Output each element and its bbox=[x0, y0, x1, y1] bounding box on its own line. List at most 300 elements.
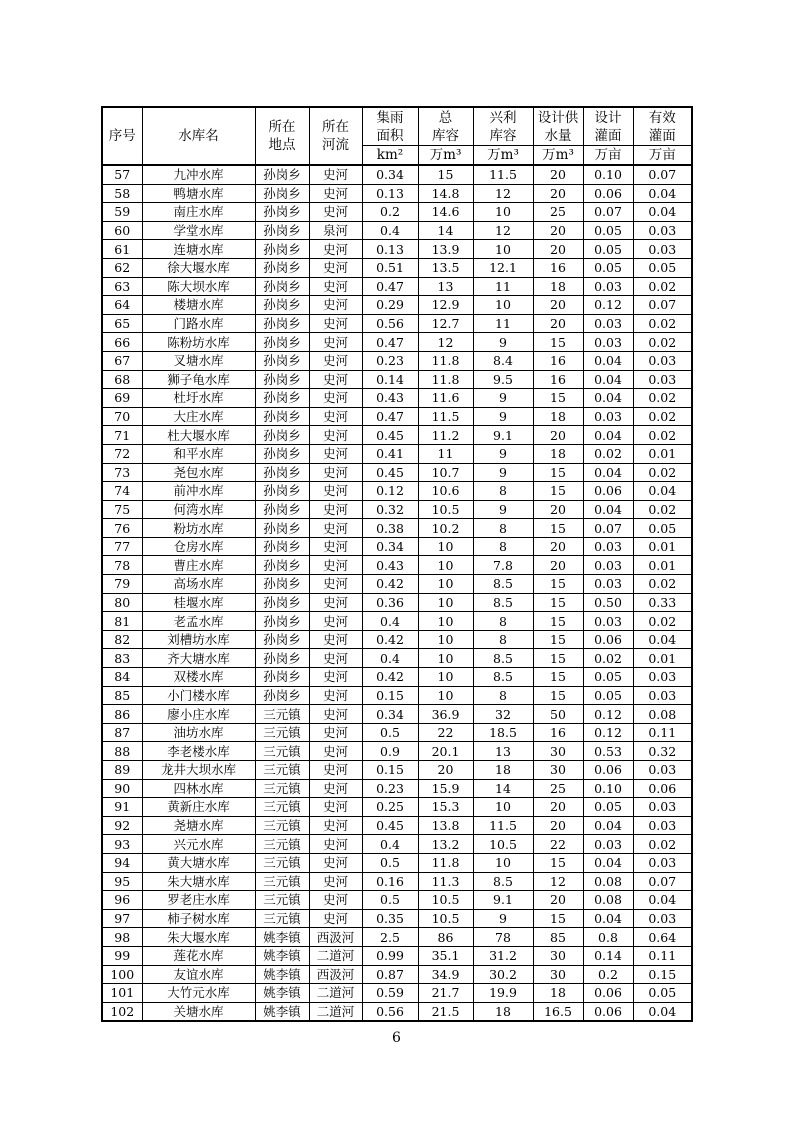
cell-supply: 20 bbox=[533, 296, 583, 315]
cell-catchment: 0.15 bbox=[362, 686, 418, 705]
cell-name: 老孟水库 bbox=[142, 612, 255, 631]
table-row bbox=[102, 909, 692, 928]
cell-river: 史河 bbox=[309, 909, 362, 928]
cell-location: 孙岗乡 bbox=[255, 203, 309, 222]
cell-location: 姚李镇 bbox=[255, 965, 309, 984]
cell-design_irr: 0.12 bbox=[583, 296, 633, 315]
cell-effective_irr: 0.03 bbox=[633, 221, 692, 240]
cell-name: 龙井大坝水库 bbox=[142, 761, 255, 780]
cell-effective_irr: 0.05 bbox=[633, 519, 692, 538]
cell-river: 二道河 bbox=[309, 984, 362, 1003]
cell-location: 姚李镇 bbox=[255, 946, 309, 965]
cell-design_irr: 0.04 bbox=[583, 909, 633, 928]
cell-location: 孙岗乡 bbox=[255, 370, 309, 389]
cell-seq: 65 bbox=[102, 314, 142, 333]
cell-location: 姚李镇 bbox=[255, 984, 309, 1003]
cell-name: 门路水库 bbox=[142, 314, 255, 333]
table-row bbox=[102, 761, 692, 780]
header-useful: 兴利 库容 bbox=[473, 107, 533, 146]
cell-river: 史河 bbox=[309, 575, 362, 594]
cell-name: 尧包水库 bbox=[142, 463, 255, 482]
cell-effective_irr: 0.02 bbox=[633, 277, 692, 296]
unit-catchment: km² bbox=[362, 146, 418, 166]
cell-total: 10 bbox=[418, 575, 473, 594]
cell-catchment: 0.45 bbox=[362, 463, 418, 482]
cell-location: 三元镇 bbox=[255, 779, 309, 798]
cell-supply: 16.5 bbox=[533, 1002, 583, 1021]
cell-river: 史河 bbox=[309, 779, 362, 798]
cell-seq: 63 bbox=[102, 277, 142, 296]
cell-river: 史河 bbox=[309, 705, 362, 724]
cell-design_irr: 0.06 bbox=[583, 1002, 633, 1021]
cell-seq: 57 bbox=[102, 165, 142, 184]
cell-seq: 73 bbox=[102, 463, 142, 482]
cell-seq: 80 bbox=[102, 593, 142, 612]
cell-catchment: 0.12 bbox=[362, 482, 418, 501]
cell-supply: 20 bbox=[533, 184, 583, 203]
cell-design_irr: 0.12 bbox=[583, 723, 633, 742]
table-header bbox=[102, 107, 692, 165]
cell-supply: 20 bbox=[533, 798, 583, 817]
page-number: 6 bbox=[392, 1030, 401, 1046]
cell-total: 13.9 bbox=[418, 240, 473, 259]
table-row bbox=[102, 165, 692, 184]
cell-name: 杜圩水库 bbox=[142, 389, 255, 408]
cell-effective_irr: 0.04 bbox=[633, 1002, 692, 1021]
cell-effective_irr: 0.03 bbox=[633, 351, 692, 370]
cell-location: 三元镇 bbox=[255, 835, 309, 854]
table-row bbox=[102, 798, 692, 817]
cell-river: 史河 bbox=[309, 370, 362, 389]
cell-seq: 88 bbox=[102, 742, 142, 761]
cell-seq: 85 bbox=[102, 686, 142, 705]
cell-supply: 22 bbox=[533, 835, 583, 854]
cell-useful: 9 bbox=[473, 500, 533, 519]
cell-river: 史河 bbox=[309, 835, 362, 854]
cell-location: 孙岗乡 bbox=[255, 649, 309, 668]
table-row bbox=[102, 519, 692, 538]
table-row bbox=[102, 686, 692, 705]
cell-effective_irr: 0.04 bbox=[633, 184, 692, 203]
cell-supply: 20 bbox=[533, 891, 583, 910]
table-row bbox=[102, 984, 692, 1003]
cell-effective_irr: 0.06 bbox=[633, 779, 692, 798]
cell-total: 10.7 bbox=[418, 463, 473, 482]
table-row bbox=[102, 668, 692, 687]
header-catchment: 集雨 面积 bbox=[362, 107, 418, 146]
cell-seq: 72 bbox=[102, 444, 142, 463]
cell-catchment: 0.42 bbox=[362, 630, 418, 649]
cell-catchment: 0.51 bbox=[362, 258, 418, 277]
cell-location: 孙岗乡 bbox=[255, 426, 309, 445]
cell-location: 姚李镇 bbox=[255, 1002, 309, 1021]
cell-effective_irr: 0.11 bbox=[633, 946, 692, 965]
cell-design_irr: 0.53 bbox=[583, 742, 633, 761]
cell-effective_irr: 0.03 bbox=[633, 909, 692, 928]
cell-total: 36.9 bbox=[418, 705, 473, 724]
cell-name: 兴元水库 bbox=[142, 835, 255, 854]
cell-catchment: 0.13 bbox=[362, 240, 418, 259]
cell-useful: 10 bbox=[473, 798, 533, 817]
cell-supply: 15 bbox=[533, 612, 583, 631]
table-row bbox=[102, 779, 692, 798]
cell-useful: 8.4 bbox=[473, 351, 533, 370]
cell-river: 史河 bbox=[309, 277, 362, 296]
cell-useful: 8 bbox=[473, 630, 533, 649]
cell-catchment: 0.23 bbox=[362, 779, 418, 798]
cell-useful: 9.1 bbox=[473, 426, 533, 445]
cell-total: 15.3 bbox=[418, 798, 473, 817]
cell-effective_irr: 0.02 bbox=[633, 835, 692, 854]
cell-effective_irr: 0.05 bbox=[633, 258, 692, 277]
cell-design_irr: 0.10 bbox=[583, 779, 633, 798]
cell-name: 何湾水库 bbox=[142, 500, 255, 519]
cell-catchment: 0.13 bbox=[362, 184, 418, 203]
cell-design_irr: 0.04 bbox=[583, 500, 633, 519]
cell-supply: 15 bbox=[533, 649, 583, 668]
cell-catchment: 0.42 bbox=[362, 668, 418, 687]
cell-catchment: 0.16 bbox=[362, 872, 418, 891]
reservoir-table bbox=[101, 106, 693, 1022]
table-row bbox=[102, 351, 692, 370]
cell-river: 史河 bbox=[309, 593, 362, 612]
cell-river: 史河 bbox=[309, 389, 362, 408]
cell-effective_irr: 0.02 bbox=[633, 612, 692, 631]
cell-location: 孙岗乡 bbox=[255, 612, 309, 631]
table-row bbox=[102, 630, 692, 649]
table-row bbox=[102, 296, 692, 315]
cell-catchment: 0.14 bbox=[362, 370, 418, 389]
cell-seq: 81 bbox=[102, 612, 142, 631]
cell-location: 孙岗乡 bbox=[255, 444, 309, 463]
cell-catchment: 0.43 bbox=[362, 389, 418, 408]
cell-design_irr: 0.02 bbox=[583, 649, 633, 668]
cell-location: 三元镇 bbox=[255, 909, 309, 928]
cell-river: 史河 bbox=[309, 184, 362, 203]
cell-useful: 11.5 bbox=[473, 165, 533, 184]
cell-total: 22 bbox=[418, 723, 473, 742]
table-row bbox=[102, 407, 692, 426]
table-body bbox=[102, 165, 692, 1021]
table-row bbox=[102, 593, 692, 612]
cell-effective_irr: 0.04 bbox=[633, 203, 692, 222]
cell-total: 10 bbox=[418, 668, 473, 687]
cell-supply: 20 bbox=[533, 556, 583, 575]
cell-seq: 86 bbox=[102, 705, 142, 724]
cell-effective_irr: 0.11 bbox=[633, 723, 692, 742]
cell-river: 史河 bbox=[309, 668, 362, 687]
cell-river: 史河 bbox=[309, 203, 362, 222]
cell-total: 11.8 bbox=[418, 853, 473, 872]
cell-seq: 61 bbox=[102, 240, 142, 259]
cell-supply: 16 bbox=[533, 351, 583, 370]
table-row bbox=[102, 258, 692, 277]
cell-location: 孙岗乡 bbox=[255, 575, 309, 594]
cell-catchment: 0.32 bbox=[362, 500, 418, 519]
cell-river: 史河 bbox=[309, 519, 362, 538]
cell-name: 双楼水库 bbox=[142, 668, 255, 687]
cell-effective_irr: 0.02 bbox=[633, 333, 692, 352]
cell-supply: 15 bbox=[533, 463, 583, 482]
cell-useful: 9.5 bbox=[473, 370, 533, 389]
cell-river: 二道河 bbox=[309, 946, 362, 965]
cell-catchment: 0.5 bbox=[362, 853, 418, 872]
cell-design_irr: 0.06 bbox=[583, 482, 633, 501]
cell-supply: 15 bbox=[533, 630, 583, 649]
cell-river: 史河 bbox=[309, 407, 362, 426]
cell-seq: 90 bbox=[102, 779, 142, 798]
cell-effective_irr: 0.02 bbox=[633, 389, 692, 408]
cell-design_irr: 0.05 bbox=[583, 240, 633, 259]
cell-seq: 78 bbox=[102, 556, 142, 575]
cell-total: 12 bbox=[418, 333, 473, 352]
cell-seq: 102 bbox=[102, 1002, 142, 1021]
header-design_irr: 设计 灌面 bbox=[583, 107, 633, 146]
cell-effective_irr: 0.03 bbox=[633, 668, 692, 687]
cell-seq: 67 bbox=[102, 351, 142, 370]
cell-river: 西汲河 bbox=[309, 928, 362, 947]
cell-catchment: 0.59 bbox=[362, 984, 418, 1003]
cell-useful: 10 bbox=[473, 240, 533, 259]
cell-river: 史河 bbox=[309, 872, 362, 891]
cell-name: 李老楼水库 bbox=[142, 742, 255, 761]
cell-river: 史河 bbox=[309, 296, 362, 315]
cell-river: 史河 bbox=[309, 649, 362, 668]
cell-supply: 15 bbox=[533, 593, 583, 612]
cell-design_irr: 0.12 bbox=[583, 705, 633, 724]
cell-total: 10.5 bbox=[418, 500, 473, 519]
cell-name: 杜大堰水库 bbox=[142, 426, 255, 445]
cell-river: 史河 bbox=[309, 761, 362, 780]
cell-total: 11 bbox=[418, 444, 473, 463]
cell-name: 前冲水库 bbox=[142, 482, 255, 501]
unit-useful: 万m³ bbox=[473, 146, 533, 166]
cell-catchment: 0.56 bbox=[362, 314, 418, 333]
cell-total: 11.6 bbox=[418, 389, 473, 408]
cell-river: 史河 bbox=[309, 556, 362, 575]
cell-useful: 8.5 bbox=[473, 872, 533, 891]
cell-total: 10 bbox=[418, 556, 473, 575]
cell-supply: 15 bbox=[533, 575, 583, 594]
cell-name: 曹庄水库 bbox=[142, 556, 255, 575]
cell-supply: 15 bbox=[533, 853, 583, 872]
cell-location: 孙岗乡 bbox=[255, 556, 309, 575]
cell-name: 柿子树水库 bbox=[142, 909, 255, 928]
cell-design_irr: 0.06 bbox=[583, 184, 633, 203]
table-row bbox=[102, 853, 692, 872]
cell-design_irr: 0.05 bbox=[583, 258, 633, 277]
cell-total: 10 bbox=[418, 630, 473, 649]
cell-effective_irr: 0.03 bbox=[633, 816, 692, 835]
cell-effective_irr: 0.15 bbox=[633, 965, 692, 984]
cell-effective_irr: 0.07 bbox=[633, 872, 692, 891]
cell-location: 三元镇 bbox=[255, 891, 309, 910]
table-row bbox=[102, 240, 692, 259]
cell-design_irr: 0.08 bbox=[583, 891, 633, 910]
cell-design_irr: 0.05 bbox=[583, 221, 633, 240]
cell-seq: 77 bbox=[102, 537, 142, 556]
cell-seq: 100 bbox=[102, 965, 142, 984]
table-row bbox=[102, 742, 692, 761]
cell-name: 四林水库 bbox=[142, 779, 255, 798]
cell-name: 友谊水库 bbox=[142, 965, 255, 984]
cell-useful: 18 bbox=[473, 1002, 533, 1021]
cell-name: 尧塘水库 bbox=[142, 816, 255, 835]
table-row bbox=[102, 463, 692, 482]
cell-design_irr: 0.07 bbox=[583, 203, 633, 222]
cell-catchment: 0.15 bbox=[362, 761, 418, 780]
cell-useful: 18 bbox=[473, 761, 533, 780]
header-location: 所在 地点 bbox=[255, 107, 309, 165]
cell-effective_irr: 0.04 bbox=[633, 891, 692, 910]
cell-total: 11.8 bbox=[418, 351, 473, 370]
cell-useful: 8.5 bbox=[473, 649, 533, 668]
cell-river: 史河 bbox=[309, 426, 362, 445]
cell-total: 13.8 bbox=[418, 816, 473, 835]
cell-total: 86 bbox=[418, 928, 473, 947]
cell-name: 桂堰水库 bbox=[142, 593, 255, 612]
cell-effective_irr: 0.02 bbox=[633, 575, 692, 594]
cell-seq: 58 bbox=[102, 184, 142, 203]
cell-useful: 9 bbox=[473, 444, 533, 463]
header-total: 总 库容 bbox=[418, 107, 473, 146]
cell-effective_irr: 0.08 bbox=[633, 705, 692, 724]
header-effective_irr: 有效 灌面 bbox=[633, 107, 692, 146]
cell-design_irr: 0.06 bbox=[583, 630, 633, 649]
cell-effective_irr: 0.02 bbox=[633, 407, 692, 426]
cell-location: 孙岗乡 bbox=[255, 668, 309, 687]
cell-useful: 8 bbox=[473, 686, 533, 705]
cell-seq: 64 bbox=[102, 296, 142, 315]
cell-location: 孙岗乡 bbox=[255, 463, 309, 482]
cell-location: 孙岗乡 bbox=[255, 314, 309, 333]
cell-name: 关塘水库 bbox=[142, 1002, 255, 1021]
cell-seq: 69 bbox=[102, 389, 142, 408]
cell-catchment: 0.34 bbox=[362, 705, 418, 724]
table-row bbox=[102, 891, 692, 910]
cell-location: 孙岗乡 bbox=[255, 389, 309, 408]
cell-design_irr: 0.06 bbox=[583, 761, 633, 780]
table-row bbox=[102, 612, 692, 631]
cell-name: 高场水库 bbox=[142, 575, 255, 594]
table-row bbox=[102, 575, 692, 594]
cell-seq: 84 bbox=[102, 668, 142, 687]
cell-catchment: 0.47 bbox=[362, 277, 418, 296]
cell-name: 和平水库 bbox=[142, 444, 255, 463]
unit-total: 万m³ bbox=[418, 146, 473, 166]
cell-design_irr: 0.03 bbox=[583, 575, 633, 594]
cell-useful: 30.2 bbox=[473, 965, 533, 984]
cell-useful: 8.5 bbox=[473, 668, 533, 687]
header-name: 水库名 bbox=[142, 107, 255, 165]
cell-seq: 92 bbox=[102, 816, 142, 835]
cell-catchment: 0.23 bbox=[362, 351, 418, 370]
cell-supply: 15 bbox=[533, 389, 583, 408]
cell-design_irr: 0.03 bbox=[583, 835, 633, 854]
cell-seq: 97 bbox=[102, 909, 142, 928]
cell-total: 21.7 bbox=[418, 984, 473, 1003]
cell-location: 三元镇 bbox=[255, 761, 309, 780]
cell-supply: 15 bbox=[533, 333, 583, 352]
cell-river: 史河 bbox=[309, 853, 362, 872]
cell-supply: 20 bbox=[533, 500, 583, 519]
cell-supply: 20 bbox=[533, 537, 583, 556]
cell-location: 孙岗乡 bbox=[255, 482, 309, 501]
cell-supply: 16 bbox=[533, 723, 583, 742]
cell-useful: 8.5 bbox=[473, 593, 533, 612]
cell-name: 廖小庄水库 bbox=[142, 705, 255, 724]
cell-catchment: 0.47 bbox=[362, 407, 418, 426]
cell-catchment: 0.45 bbox=[362, 816, 418, 835]
cell-catchment: 0.36 bbox=[362, 593, 418, 612]
cell-effective_irr: 0.04 bbox=[633, 630, 692, 649]
cell-seq: 66 bbox=[102, 333, 142, 352]
cell-location: 孙岗乡 bbox=[255, 184, 309, 203]
cell-total: 14.6 bbox=[418, 203, 473, 222]
cell-total: 20 bbox=[418, 761, 473, 780]
cell-useful: 18.5 bbox=[473, 723, 533, 742]
cell-total: 10 bbox=[418, 593, 473, 612]
cell-supply: 12 bbox=[533, 872, 583, 891]
unit-design_irr: 万亩 bbox=[583, 146, 633, 166]
cell-effective_irr: 0.03 bbox=[633, 761, 692, 780]
cell-design_irr: 0.03 bbox=[583, 314, 633, 333]
cell-name: 楼塘水库 bbox=[142, 296, 255, 315]
cell-location: 三元镇 bbox=[255, 798, 309, 817]
cell-catchment: 0.38 bbox=[362, 519, 418, 538]
cell-catchment: 0.99 bbox=[362, 946, 418, 965]
cell-supply: 20 bbox=[533, 240, 583, 259]
cell-useful: 12 bbox=[473, 184, 533, 203]
cell-effective_irr: 0.64 bbox=[633, 928, 692, 947]
cell-catchment: 0.41 bbox=[362, 444, 418, 463]
cell-catchment: 0.35 bbox=[362, 909, 418, 928]
cell-effective_irr: 0.01 bbox=[633, 444, 692, 463]
cell-river: 史河 bbox=[309, 258, 362, 277]
cell-seq: 59 bbox=[102, 203, 142, 222]
cell-location: 孙岗乡 bbox=[255, 351, 309, 370]
cell-supply: 25 bbox=[533, 779, 583, 798]
table-row bbox=[102, 221, 692, 240]
cell-supply: 15 bbox=[533, 686, 583, 705]
cell-supply: 50 bbox=[533, 705, 583, 724]
cell-catchment: 0.45 bbox=[362, 426, 418, 445]
cell-useful: 9 bbox=[473, 389, 533, 408]
cell-seq: 93 bbox=[102, 835, 142, 854]
cell-catchment: 0.4 bbox=[362, 835, 418, 854]
cell-useful: 11 bbox=[473, 314, 533, 333]
cell-river: 史河 bbox=[309, 630, 362, 649]
table-row bbox=[102, 928, 692, 947]
cell-supply: 15 bbox=[533, 668, 583, 687]
cell-location: 三元镇 bbox=[255, 742, 309, 761]
cell-name: 南庄水库 bbox=[142, 203, 255, 222]
cell-name: 学堂水库 bbox=[142, 221, 255, 240]
cell-catchment: 0.2 bbox=[362, 203, 418, 222]
cell-design_irr: 0.04 bbox=[583, 389, 633, 408]
cell-supply: 15 bbox=[533, 482, 583, 501]
cell-seq: 96 bbox=[102, 891, 142, 910]
cell-seq: 101 bbox=[102, 984, 142, 1003]
cell-design_irr: 0.06 bbox=[583, 984, 633, 1003]
cell-useful: 8 bbox=[473, 482, 533, 501]
table-row bbox=[102, 482, 692, 501]
cell-total: 13 bbox=[418, 277, 473, 296]
cell-useful: 9 bbox=[473, 909, 533, 928]
table-row bbox=[102, 1002, 692, 1021]
table-row bbox=[102, 946, 692, 965]
cell-catchment: 0.5 bbox=[362, 723, 418, 742]
